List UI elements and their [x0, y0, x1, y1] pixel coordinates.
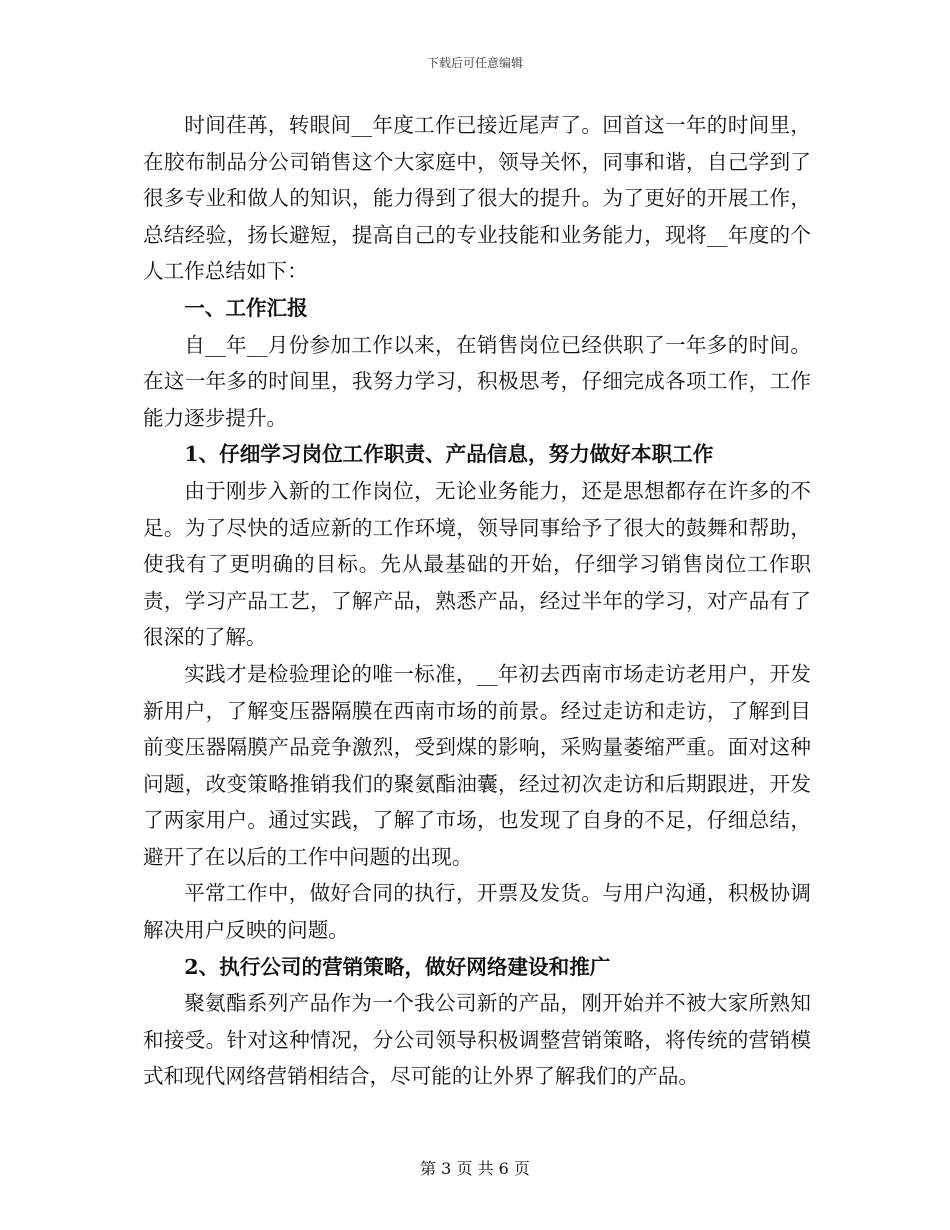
page-header: 下载后可任意编辑 [426, 56, 523, 70]
page-number: 第 3 页 共 6 页 [420, 1159, 530, 1178]
paragraph-daily-work: 平常工作中，做好合同的执行，开票及发货。与用户沟通，积极协调解决用户反映的问题。 [143, 881, 811, 943]
paragraph-work-start: 自__年__月份参加工作以来，在销售岗位已经供职了一年多的时间。在这一年多的时间里，我努力学习，积极思考，仔细完成各项工作，工作能力逐步提升。 [143, 332, 811, 430]
paragraph-new-position: 由于刚步入新的工作岗位，无论业务能力，还是思想都存在许多的不足。为了尽快的适应新的工作环境，领导同事给予了很大的鼓舞和帮助，使我有了更明确的目标。先从最基础的开始，仔细学习销售岗位工作职责，学习产品工艺，了解产品，熟悉产品，经过半年的学习，对产品有了很深的了解。 [143, 478, 811, 650]
section-heading-work-report: 一、工作汇报 [184, 295, 308, 320]
paragraph-polyurethane: 聚氨酯系列产品作为一个我公司新的产品，刚开始并不被大家所熟知和接受。针对这种情况，分公司领导积极调整营销策略，将传统的营销模式和现代网络营销相结合，尽可能的让外界了解我们的产品。 [143, 991, 811, 1089]
paragraph-practice: 实践才是检验理论的唯一标准，__年初去西南市场走访老用户，开发新用户，了解变压器隔膜在西南市场的前景。经过走访和走访，了解到目前变压器隔膜产品竞争激烈，受到煤的影响，采购量萎缩严重。面对这种问题，改变策略推销我们的聚氨酯油囊，经过初次走访和后期跟进，开发了两家用户。通过实践，了解了市场，也发现了自身的不足，仔细总结，避开了在以后的工作中问题的出现。 [143, 661, 811, 869]
paragraph-intro: 时间荏苒，转眼间__年度工作已接近尾声了。回首这一年的时间里，在胶布制品分公司销售这个大家庭中，领导关怀，同事和谐，自己学到了很多专业和做人的知识，能力得到了很大的提升。为了更好的开展工作，总结经验，扬长避短，提高自己的专业技能和业务能力，现将__年度的个人工作总结如下： [143, 113, 811, 284]
subheading-marketing-strategy: 2、执行公司的营销策略，做好网络建设和推广 [184, 954, 611, 979]
document-body [143, 107, 811, 1095]
subheading-study-duties: 1、仔细学习岗位工作职责、产品信息，努力做好本职工作 [184, 442, 714, 467]
